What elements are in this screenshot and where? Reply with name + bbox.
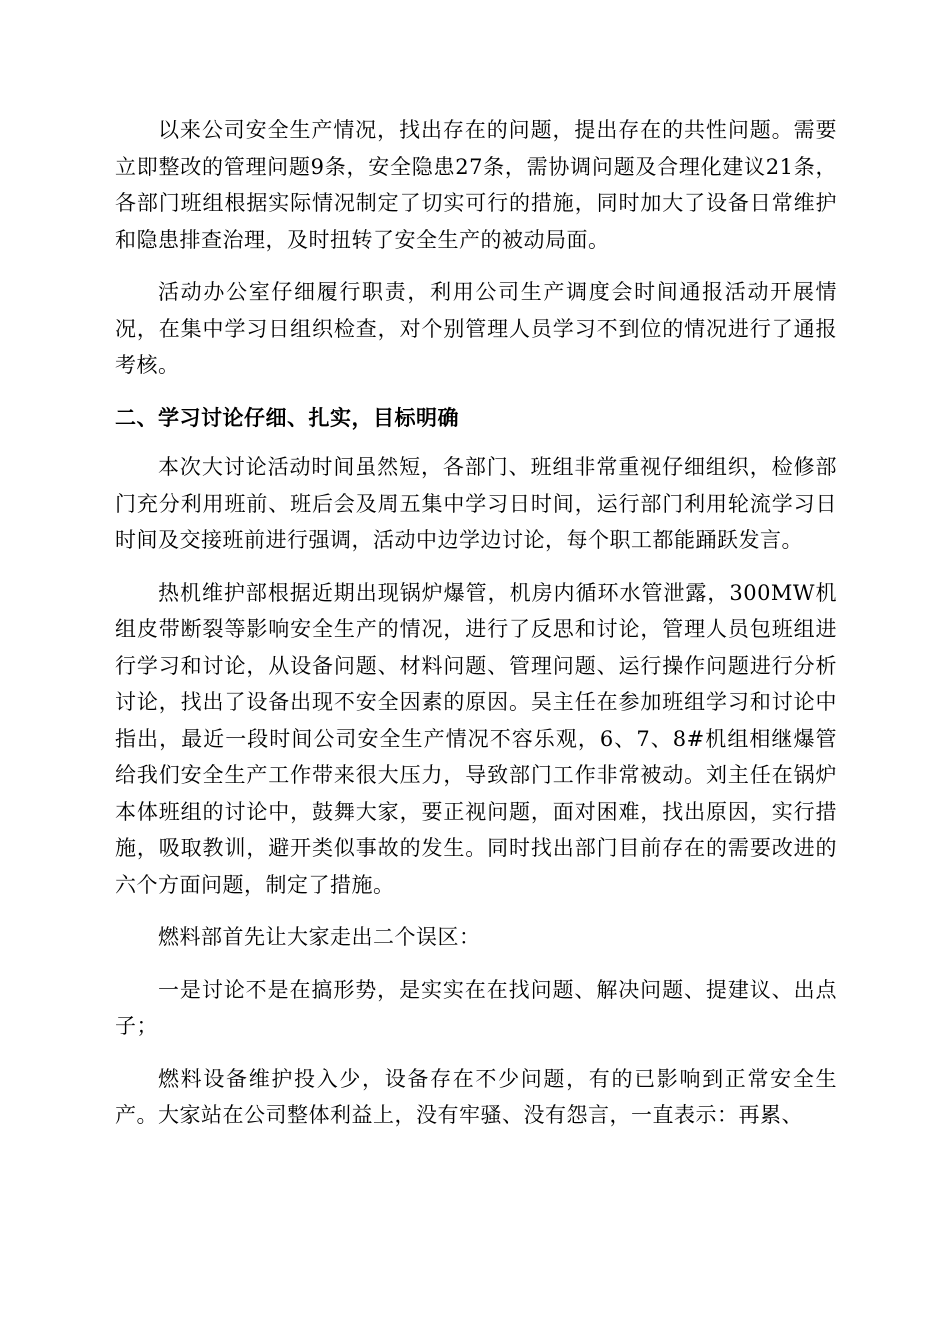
paragraph-fuel-dept-intro: 燃料部首先让大家走出二个误区： [158,925,481,949]
paragraph-thermal-maintenance: 热机维护部根据近期出现锅炉爆管，机房内循环水管泄露，300MW机组皮带断裂等影响安全生产的情况，进行了反思和讨论，管理人员包班组进行学习和讨论，从设备问题、材料问题、管理问题、运行操作问题进行分析讨论，找出了设备出现不安全因素的原因。吴主任在参加班组学习和讨论中指出，最近一段时间公司安全生产情况不容乐观，6、7、8#机组相继爆管给我们安全生产工作带来很大压力，导致部门工作非常被动。刘主任在锅炉本体班组的讨论中，鼓舞大家，要正视问题，面对困难，找出原因，实行措施，吸取教训，避开类似事故的发生。同时找出部门目前存在的需要改进的六个方面问题，制定了措施。 [115,580,837,897]
section-heading: 二、学习讨论仔细、扎实，目标明确 [115,405,459,430]
paragraph-misconception-one: 一是讨论不是在搞形势，是实实在在找问题、解决问题、提建议、出点子； [115,977,837,1038]
paragraph-safety-summary: 以来公司安全生产情况，找出存在的问题，提出存在的共性问题。需要立即整改的管理问题9条，安全隐患27条，需协调问题及合理化建议21条，各部门班组根据实际情况制定了切实可行的措施，同时加大了设备日常维护和隐患排查治理，及时扭转了安全生产的被动局面。 [115,118,837,252]
document-body [115,112,837,1150]
paragraph-fuel-equipment: 燃料设备维护投入少，设备存在不少问题，有的已影响到正常安全生产。大家站在公司整体利益上，没有牢骚、没有怨言，一直表示：再累、 [115,1066,837,1127]
paragraph-discussion-overview: 本次大讨论活动时间虽然短，各部门、班组非常重视仔细组织，检修部门充分利用班前、班后会及周五集中学习日时间，运行部门利用轮流学习日时间及交接班前进行强调，活动中边学边讨论，每个职工都能踊跃发言。 [115,455,837,552]
paragraph-office-duties: 活动办公室仔细履行职责，利用公司生产调度会时间通报活动开展情况，在集中学习日组织检查，对个别管理人员学习不到位的情况进行了通报考核。 [115,280,837,377]
